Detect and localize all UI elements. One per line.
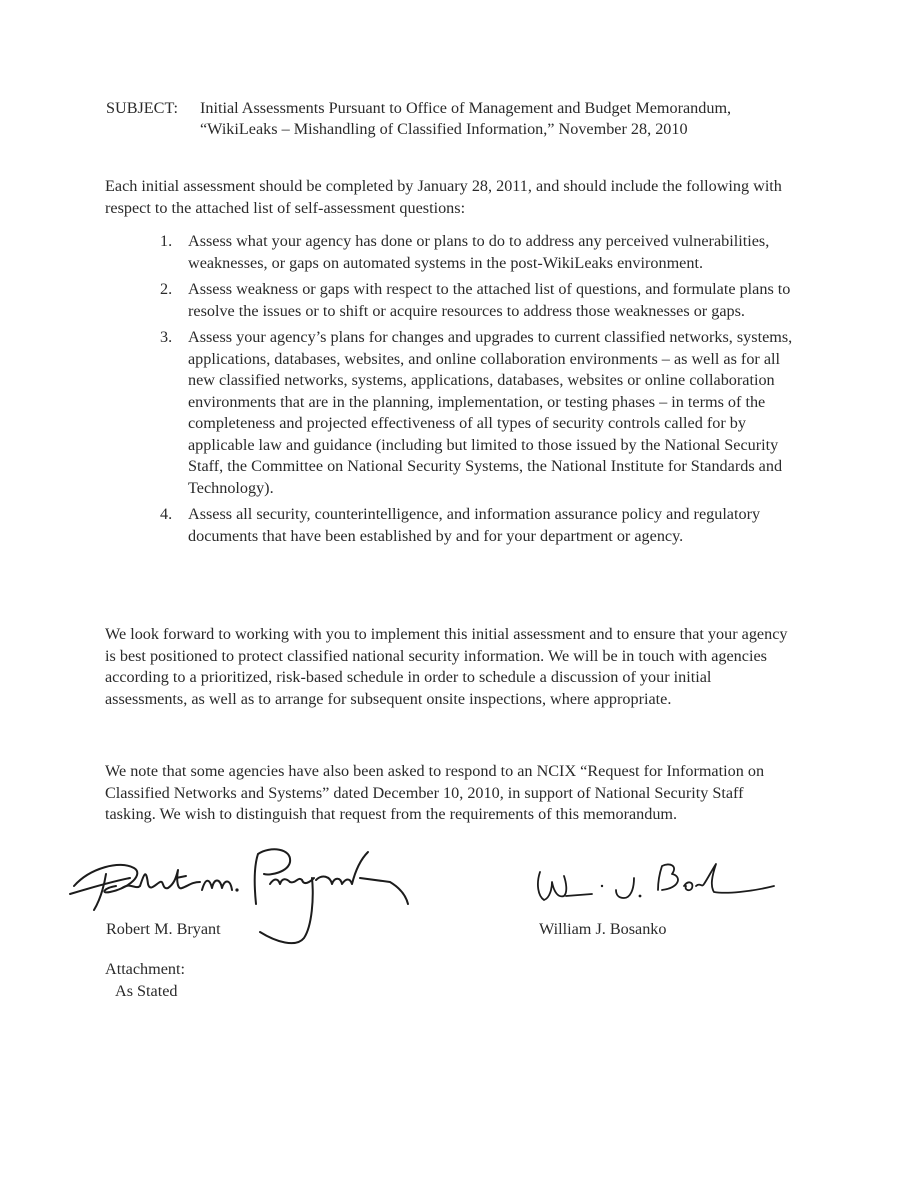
list-item-number: 2. bbox=[160, 280, 173, 298]
signer-name-1: Robert M. Bryant bbox=[106, 920, 221, 938]
signature-william-bosanko bbox=[530, 856, 780, 916]
list-item bbox=[155, 504, 795, 547]
attachment-label: Attachment: bbox=[105, 960, 186, 978]
list-item-text: Assess weakness or gaps with respect to the attached list of questions, and formulate plans to resolve the issues or to shift or acquire resources to address those weaknesses or gaps. bbox=[188, 280, 791, 320]
closing-paragraph-2: We note that some agencies have also been asked to respond to an NCIX “Request for Information on Classified Networks and Systems” dated December 10, 2010, in support of National Security Staff tasking. We wish to distinguish that request from the requirements of this memorandum. bbox=[105, 762, 765, 823]
list-item-text: Assess all security, counterintelligence, and information assurance policy and regulatory documents that have been established by and for your department or agency. bbox=[188, 505, 761, 545]
list-item-number: 1. bbox=[160, 232, 173, 250]
subject-line-2: “WikiLeaks – Mishandling of Classified Information,” November 28, 2010 bbox=[200, 120, 688, 138]
list-item-number: 4. bbox=[160, 505, 173, 523]
intro-paragraph: Each initial assessment should be completed by January 28, 2011, and should include the following with respect to the attached list of self-assessment questions: bbox=[105, 177, 782, 217]
subject-line-1: Initial Assessments Pursuant to Office of Management and Budget Memorandum, bbox=[200, 99, 732, 117]
assessment-list bbox=[155, 231, 795, 552]
closing-paragraph-1: We look forward to working with you to implement this initial assessment and to ensure that your agency is best positioned to protect classified national security information. We will be in touch with agencies according to a prioritized, risk-based schedule in order to schedule a discussion of your initial assessments, as well as to arrange for subsequent onsite inspections, where appropriate. bbox=[105, 625, 788, 708]
attachment-block bbox=[105, 959, 185, 1002]
list-item bbox=[155, 279, 795, 322]
list-item bbox=[155, 231, 795, 274]
signer-name-2: William J. Bosanko bbox=[539, 920, 667, 938]
list-item-number: 3. bbox=[160, 328, 173, 346]
list-item-text: Assess what your agency has done or plans to do to address any perceived vulnerabilities, weaknesses, or gaps on automated systems in the post-WikiLeaks environment. bbox=[188, 232, 770, 272]
subject-label: SUBJECT: bbox=[106, 99, 179, 117]
list-item bbox=[155, 327, 795, 499]
attachment-value: As Stated bbox=[115, 981, 178, 1000]
list-item-text: Assess your agency’s plans for changes and upgrades to current classified networks, systems, applications, databases, websites, and online collaboration environments – as well as for all new classified networks, systems, applications, databases, websites or online collaboration environments that are in the planning, implementation, or testing phases – in terms of the completeness and projected effectiveness of all types of security controls called for by applicable law and guidance (including but limited to those issued by the National Security Staff, the Committee on National Security Systems, the National Institute for Standards and Technology). bbox=[188, 328, 793, 497]
